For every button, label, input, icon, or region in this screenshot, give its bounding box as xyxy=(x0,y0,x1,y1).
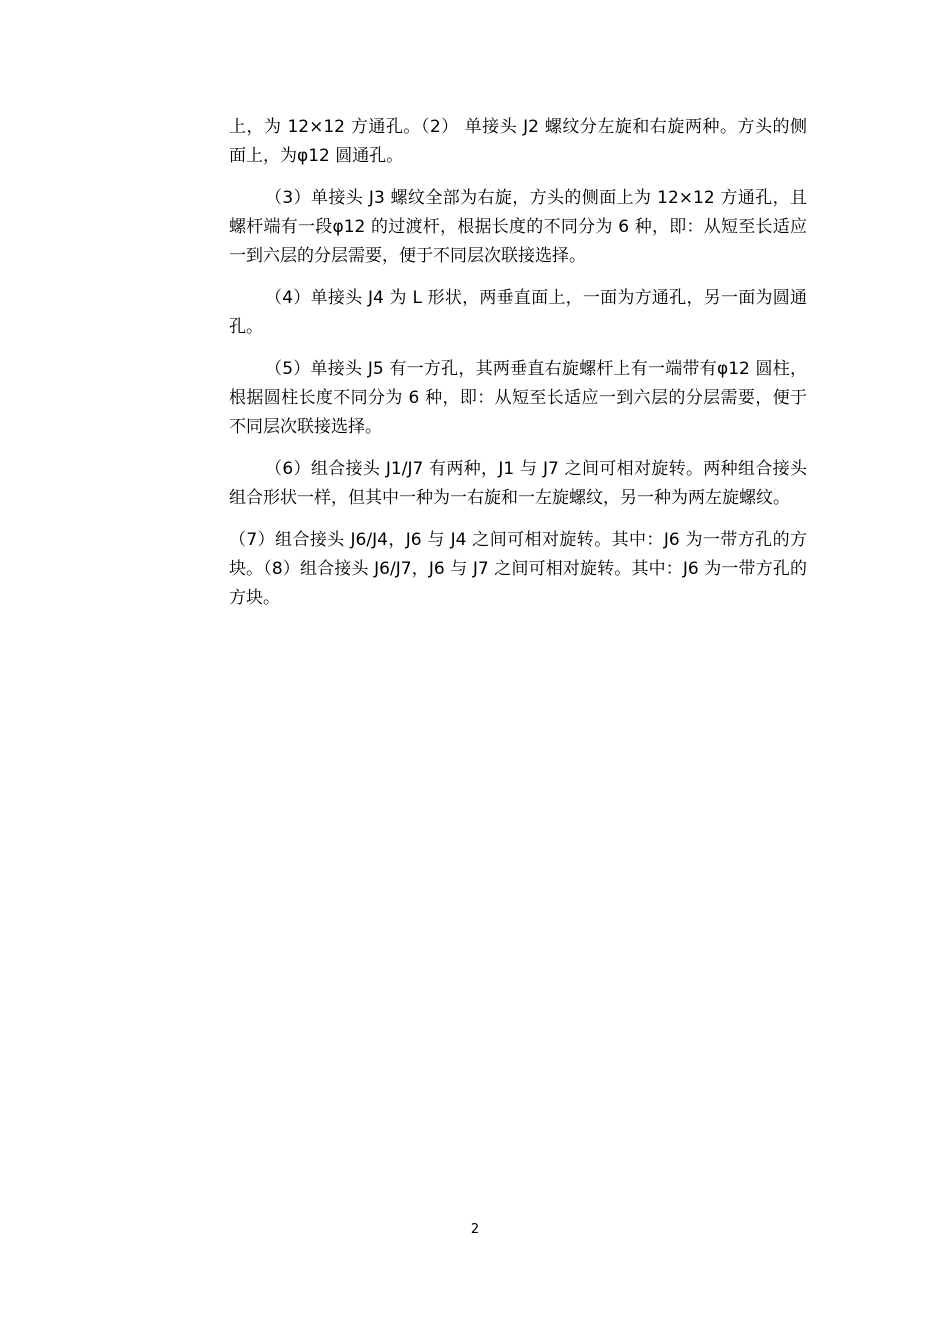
paragraph-6: （7）组合接头 J6/J4，J6 与 J4 之间可相对旋转。其中：J6 为一带方孔的方块。（8）组合接头 J6/J7，J6 与 J7 之间可相对旋转。其中：J6 为一带方孔的方块。 xyxy=(229,530,807,608)
paragraph-2: （3）单接头 J3 螺纹全部为右旋，方头的侧面上为 12×12 方通孔，且螺杆端有一段φ12 的过渡杆，根据长度的不同分为 6 种，即：从短至长适应一到六层的分层需要，便于不同层次联接选择。 xyxy=(229,188,807,266)
paragraph-3: （4）单接头 J4 为 L 形状，两垂直面上，一面为方通孔，另一面为圆通孔。 xyxy=(229,288,807,337)
paragraph-1: 上，为 12×12 方通孔。（2） 单接头 J2 螺纹分左旋和右旋两种。方头的侧面上，为φ12 圆通孔。 xyxy=(229,117,807,166)
paragraph-4: （5）单接头 J5 有一方孔，其两垂直右旋螺杆上有一端带有φ12 圆柱，根据圆柱长度不同分为 6 种，即：从短至长适应一到六层的分层需要，便于不同层次联接选择。 xyxy=(229,359,807,437)
page-number: 2 xyxy=(470,1222,480,1237)
paragraph-5: （6）组合接头 J1/J7 有两种，J1 与 J7 之间可相对旋转。两种组合接头组合形状一样，但其中一种为一右旋和一左旋螺纹，另一种为两左旋螺纹。 xyxy=(229,459,807,508)
body-text xyxy=(229,113,807,613)
